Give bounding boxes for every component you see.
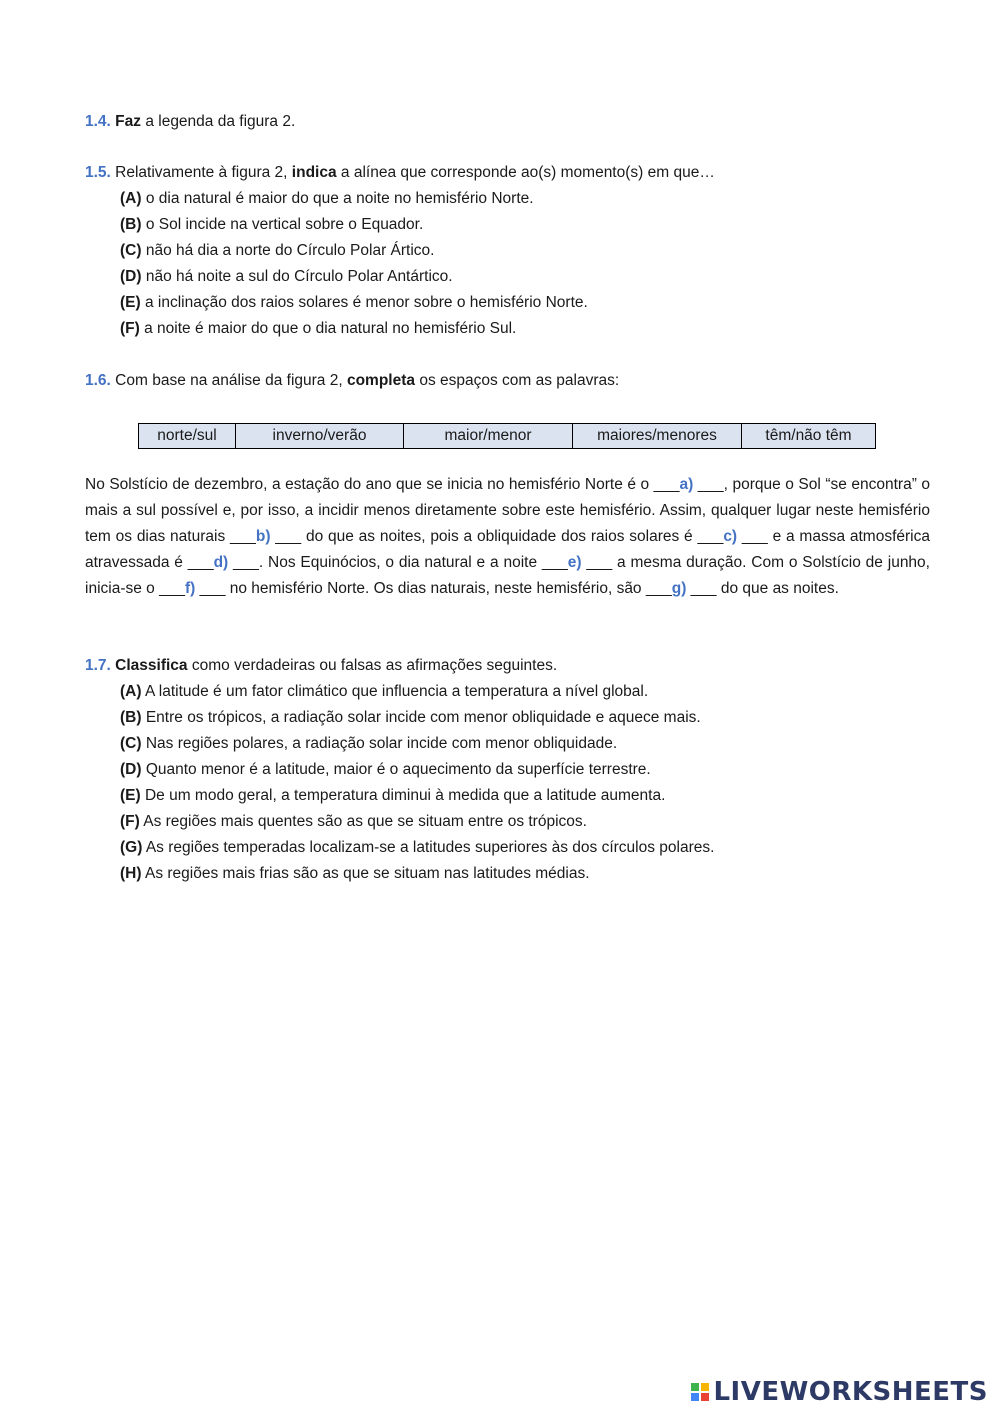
blank-f[interactable]: f): [184, 580, 196, 597]
statement-letter: (D): [120, 761, 142, 778]
statement-text: As regiões mais frias são as que se situam nas latitudes médias.: [141, 865, 590, 882]
question-text: como verdadeiras ou falsas as afirmações seguintes.: [187, 657, 558, 674]
question-1-6: [85, 371, 619, 391]
paragraph-text: ___ e a massa atmosférica atravessada é ___: [85, 528, 930, 571]
option-text: não há noite a sul do Círculo Polar Antártico.: [141, 268, 453, 285]
statement-text: A latitude é um fator climático que influencia a temperatura a nível global.: [141, 683, 649, 700]
word-bank-table: [138, 423, 876, 449]
fill-in-paragraph: [85, 472, 930, 602]
blank-d[interactable]: d): [213, 554, 229, 571]
option-text: o Sol incide na vertical sobre o Equador.: [141, 216, 424, 233]
option-letter: (D): [120, 268, 142, 285]
blank-a[interactable]: a): [679, 476, 694, 493]
option-letter: (E): [120, 294, 141, 311]
blank-g[interactable]: g): [671, 580, 687, 597]
question-number: 1.4.: [85, 113, 111, 130]
option-text: o dia natural é maior do que a noite no hemisfério Norte.: [141, 190, 534, 207]
statement-text: Entre os trópicos, a radiação solar incide com menor obliquidade e aquece mais.: [141, 709, 701, 726]
word-bank-cell: maior/menor: [404, 424, 573, 449]
option-text: não há dia a norte do Círculo Polar Ártico.: [141, 242, 435, 259]
option-item: [120, 189, 534, 209]
paragraph-text: ___ a mesma duração. Com o Solstício de junho, inicia-se o ___: [85, 554, 930, 597]
option-item: [120, 215, 423, 235]
statement-text: Quanto menor é a latitude, maior é o aquecimento da superfície terrestre.: [141, 761, 651, 778]
blank-e[interactable]: e): [567, 554, 582, 571]
question-text: os espaços com as palavras:: [415, 372, 620, 389]
statement-text: As regiões mais quentes são as que se situam entre os trópicos.: [139, 813, 587, 830]
statement-letter: (A): [120, 683, 142, 700]
option-item: [120, 319, 516, 339]
statement-text: De um modo geral, a temperatura diminui à medida que a latitude aumenta.: [140, 787, 666, 804]
question-text: a legenda da figura 2.: [141, 113, 296, 130]
instruction-verb: completa: [346, 372, 416, 389]
question-text: Com base na análise da figura 2,: [110, 372, 347, 389]
logo-squares-icon: [691, 1383, 709, 1401]
statement-letter: (E): [120, 787, 141, 804]
option-letter: (F): [120, 320, 140, 337]
option-item: [120, 293, 588, 313]
statement-item: [120, 864, 590, 884]
statement-letter: (C): [120, 735, 142, 752]
paragraph-text: No Solstício de dezembro, a estação do ano que se inicia no hemisfério Norte é o ___: [85, 476, 680, 493]
option-item: [120, 267, 453, 287]
question-1-5: [85, 163, 715, 183]
word-bank-cell: maiores/menores: [573, 424, 742, 449]
liveworksheets-logo[interactable]: [691, 1376, 988, 1408]
statement-letter: (G): [120, 839, 143, 856]
question-text: Relativamente à figura 2,: [110, 164, 292, 181]
question-number: 1.6.: [85, 372, 111, 389]
paragraph-text: ___. Nos Equinócios, o dia natural e a noite ___: [228, 554, 568, 571]
option-letter: (B): [120, 216, 142, 233]
statement-letter: (F): [120, 813, 140, 830]
blank-c[interactable]: c): [723, 528, 738, 545]
option-item: [120, 241, 434, 261]
word-bank-cell: têm/não têm: [742, 424, 876, 449]
instruction-verb: indica: [291, 164, 337, 181]
statement-item: [120, 708, 701, 728]
paragraph-text: ___ do que as noites.: [686, 580, 839, 597]
option-letter: (C): [120, 242, 142, 259]
statement-item: [120, 812, 587, 832]
word-bank-cell: inverno/verão: [236, 424, 404, 449]
question-1-4: [85, 112, 295, 132]
statement-item: [120, 760, 651, 780]
paragraph-text: ___ do que as noites, pois a obliquidade dos raios solares é ___: [270, 528, 724, 545]
statement-letter: (B): [120, 709, 142, 726]
paragraph-text: ___ no hemisfério Norte. Os dias naturais, neste hemisfério, são ___: [195, 580, 672, 597]
statement-item: [120, 838, 714, 858]
question-number: 1.7.: [85, 657, 111, 674]
statement-item: [120, 786, 665, 806]
question-1-7: [85, 656, 557, 676]
instruction-verb: Faz: [115, 113, 142, 130]
question-text: a alínea que corresponde ao(s) momento(s) em que…: [336, 164, 715, 181]
statement-item: [120, 682, 648, 702]
word-bank-cell: norte/sul: [139, 424, 236, 449]
option-text: a noite é maior do que o dia natural no hemisfério Sul.: [139, 320, 517, 337]
instruction-verb: Classifica: [115, 657, 188, 674]
statement-text: Nas regiões polares, a radiação solar incide com menor obliquidade.: [141, 735, 618, 752]
statement-text: As regiões temperadas localizam-se a latitudes superiores às dos círculos polares.: [142, 839, 715, 856]
question-number: 1.5.: [85, 164, 111, 181]
paragraph-text: ___, porque o Sol “se encontra” o mais a sul possível e, por isso, a incidir menos diretamente sobre este hemisfério. Assim, qualquer lugar neste hemisfério tem os dias naturais ___: [85, 476, 931, 545]
logo-text: LIVEWORKSHEETS: [713, 1377, 988, 1407]
statement-item: [120, 734, 617, 754]
statement-letter: (H): [120, 865, 142, 882]
option-text: a inclinação dos raios solares é menor sobre o hemisfério Norte.: [140, 294, 588, 311]
blank-b[interactable]: b): [255, 528, 271, 545]
option-letter: (A): [120, 190, 142, 207]
